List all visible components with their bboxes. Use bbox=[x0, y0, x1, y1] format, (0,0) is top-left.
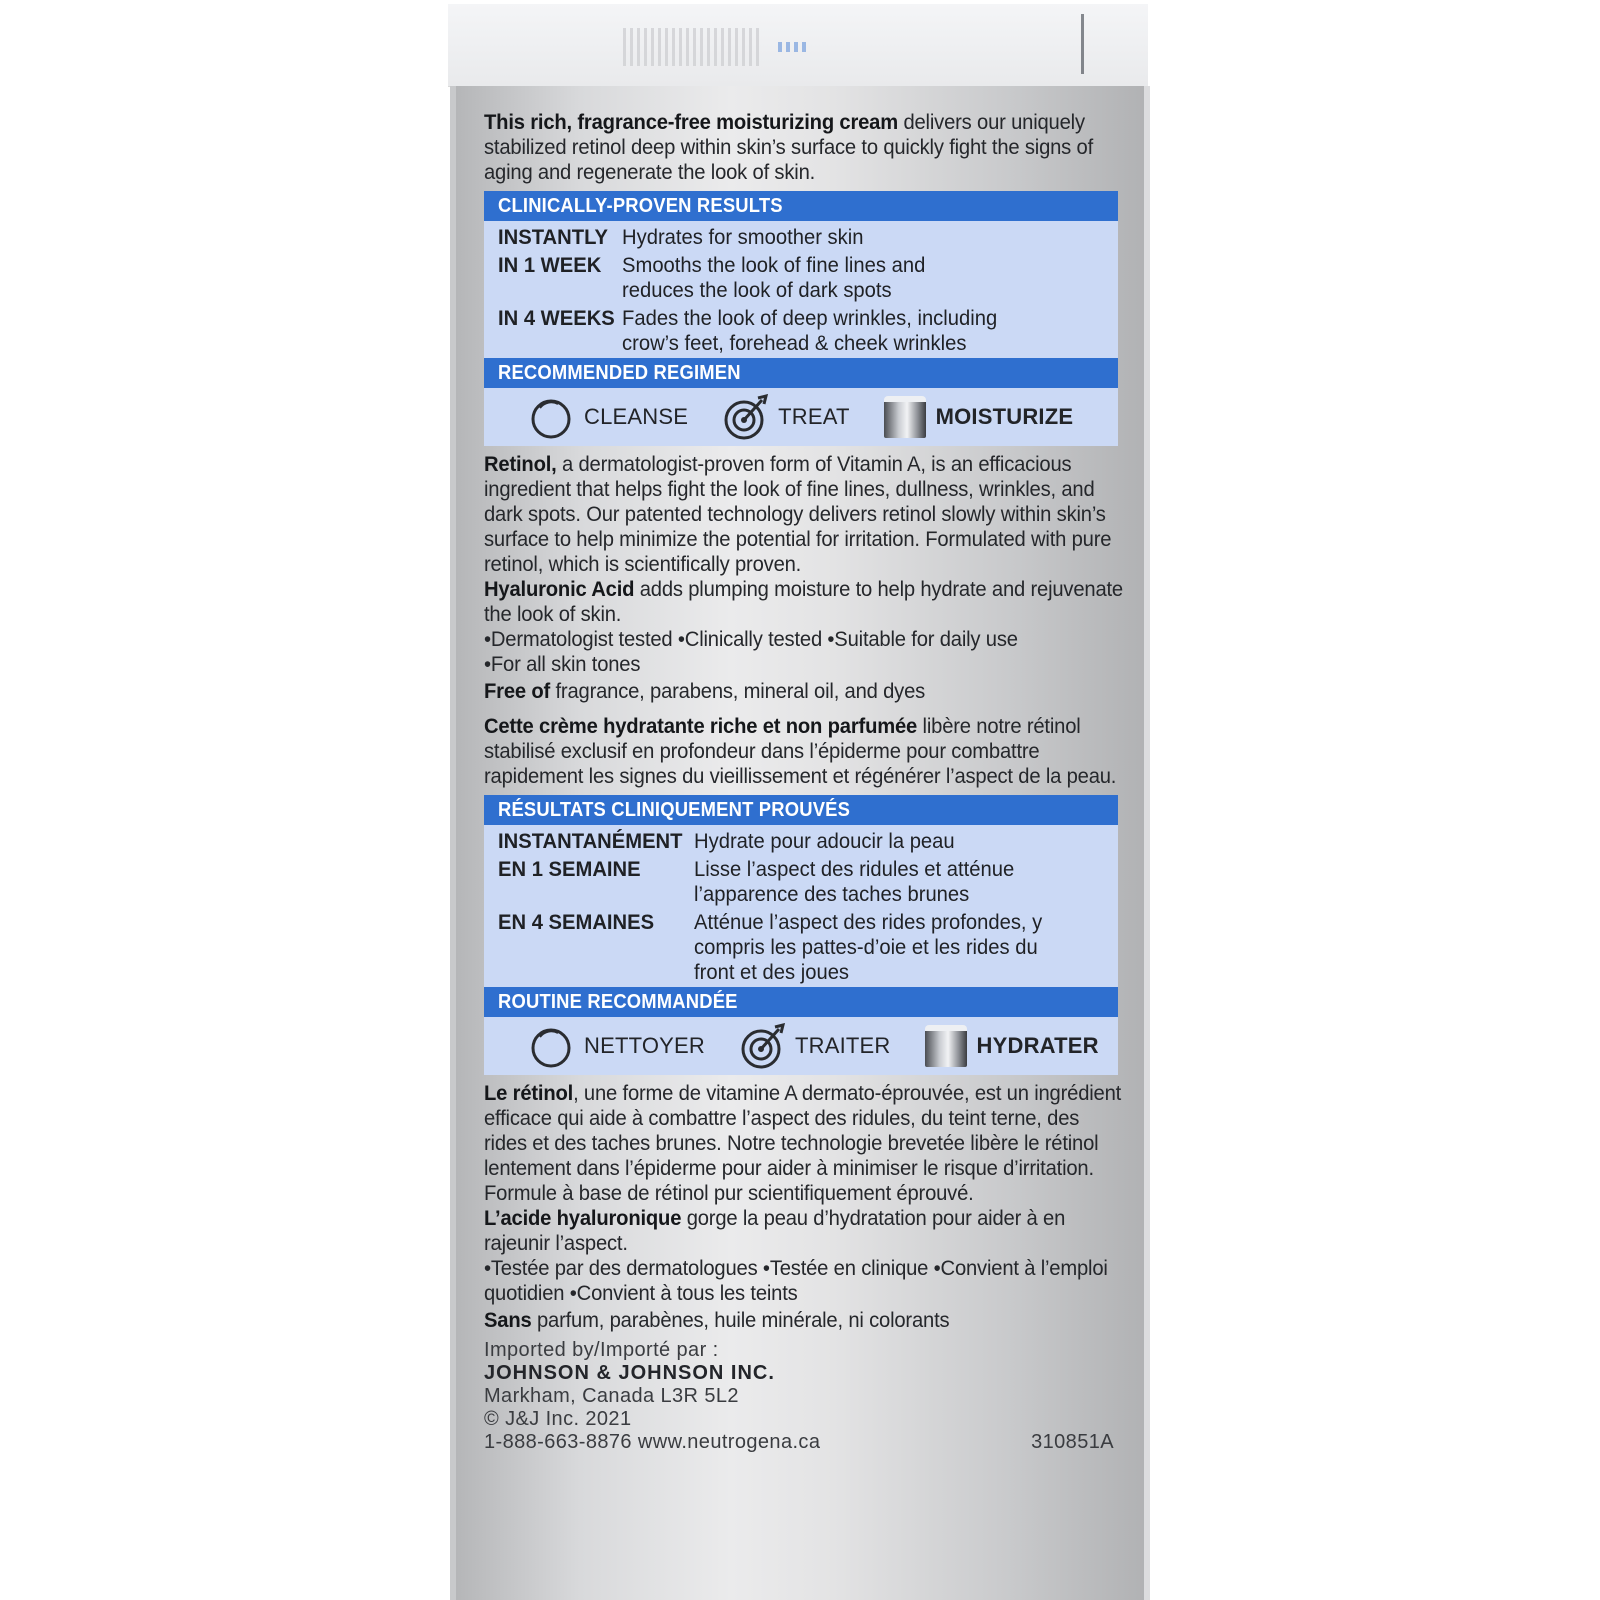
regimen-step-hydrater: HYDRATER bbox=[925, 1025, 1099, 1067]
en-regimen-steps bbox=[484, 388, 1118, 446]
en-bullets-line2: •For all skin tones bbox=[484, 652, 641, 676]
fr-bullets: •Testée par des dermatologues •Testée en clinique •Convient à l’emploi quotidien •Convient à tous les teints bbox=[484, 1256, 1108, 1305]
table-row: IN 4 WEEKS Fades the look of deep wrinkles, including crow’s feet, forehead & cheek wrinkles bbox=[498, 306, 998, 355]
regimen-step-traiter: TRAITER bbox=[739, 1023, 891, 1069]
copyright-text: © J&J Inc. 2021 bbox=[484, 1408, 632, 1430]
cleanse-circle-icon bbox=[528, 394, 574, 440]
moisturize-jar-icon bbox=[884, 396, 926, 438]
company-address: Markham, Canada L3R 5L2 bbox=[484, 1385, 739, 1407]
box-top-flap bbox=[448, 4, 1148, 86]
fr-regimen-steps bbox=[484, 1017, 1118, 1075]
en-free-of: Free of fragrance, parabens, mineral oil, and dyes bbox=[484, 679, 926, 703]
regimen-step-nettoyer: NETTOYER bbox=[528, 1023, 705, 1069]
en-results-block bbox=[484, 191, 1118, 446]
en-regimen-heading: RECOMMENDED REGIMEN bbox=[484, 358, 1118, 388]
table-row: INSTANTANÉMENT Hydrate pour adoucir la peau bbox=[498, 829, 955, 853]
product-code: 310851A bbox=[1031, 1431, 1114, 1453]
en-retinol-text: Retinol, a dermatologist-proven form of Vitamin A, is an efficacious ingredient that helps fight the look of fine lines, dullness, wrinkles, and dark spots. Our patented technology delivers retinol slowly within skin’s surface to help minimize the potential for irritation. Formulated with pure retinol, which is scientifically proven. bbox=[484, 452, 1112, 576]
table-row: INSTANTLY Hydrates for smoother skin bbox=[498, 225, 864, 249]
en-bullets-line1: •Dermatologist tested •Clinically tested •Suitable for daily use bbox=[484, 627, 1018, 651]
regimen-step-treat: TREAT bbox=[722, 394, 849, 440]
fr-results-body bbox=[484, 825, 1118, 987]
cleanse-circle-icon bbox=[528, 1023, 574, 1069]
barcode-graphic bbox=[623, 28, 763, 66]
treat-target-icon bbox=[739, 1023, 785, 1069]
treat-target-icon bbox=[722, 394, 768, 440]
brand-logo-edge bbox=[1081, 14, 1118, 74]
table-row: IN 1 WEEK Smooths the look of fine lines and reduces the look of dark spots bbox=[498, 253, 926, 302]
regimen-step-cleanse: CLEANSE bbox=[528, 394, 688, 440]
color-mark-graphic bbox=[778, 42, 808, 52]
moisturize-jar-icon bbox=[925, 1025, 967, 1067]
en-results-body bbox=[484, 221, 1118, 358]
fr-retinol-text: Le rétinol, une forme de vitamine A dermato-éprouvée, est un ingrédient efficace qui aide à combattre l’aspect des ridules, du teint terne, des rides et des taches brunes. Notre technologie brevetée libère le rétinol lentement dans l’épiderme pour aider à minimiser le risque d’irritation. Formule à base de rétinol pur scientifiquement éprouvé. bbox=[484, 1081, 1122, 1205]
table-row: EN 1 SEMAINE Lisse l’aspect des ridules et atténue l’apparence des taches brunes bbox=[498, 857, 1015, 906]
contact-info: 1-888-663-8876 www.neutrogena.ca bbox=[484, 1431, 821, 1453]
table-row: EN 4 SEMAINES Atténue l’aspect des rides profondes, y compris les pattes-d’oie et les rides du front et des joues bbox=[498, 910, 1043, 984]
label-content bbox=[484, 110, 1124, 1454]
fr-results-block bbox=[484, 795, 1118, 1075]
regimen-step-moisturize: MOISTURIZE bbox=[884, 396, 1074, 438]
importer-footer bbox=[484, 1339, 1124, 1454]
en-intro: This rich, fragrance-free moisturizing cream delivers our uniquely stabilized retinol deep within skin’s surface to quickly fight the signs of aging and regenerate the look of skin. bbox=[484, 110, 1094, 184]
imported-by-label: Imported by/Importé par : bbox=[484, 1339, 719, 1361]
fr-sans: Sans parfum, parabènes, huile minérale, ni colorants bbox=[484, 1308, 950, 1332]
fr-intro: Cette crème hydratante riche et non parfumée libère notre rétinol stabilisé exclusif en profondeur dans l’épiderme pour combattre rapidement les signes du vieillissement et régénérer l’aspect de la peau. bbox=[484, 714, 1117, 788]
en-hyaluronic-text: Hyaluronic Acid adds plumping moisture to help hydrate and rejuvenate the look of skin. bbox=[484, 577, 1123, 626]
fr-hyaluronic-text: L’acide hyaluronique gorge la peau d’hydratation pour aider à en rajeunir l’aspect. bbox=[484, 1206, 1066, 1255]
en-results-heading: CLINICALLY-PROVEN RESULTS bbox=[484, 191, 1118, 221]
fr-results-heading: RÉSULTATS CLINIQUEMENT PROUVÉS bbox=[484, 795, 1118, 825]
company-name: JOHNSON & JOHNSON INC. bbox=[484, 1362, 775, 1384]
fr-regimen-heading: ROUTINE RECOMMANDÉE bbox=[484, 987, 1118, 1017]
